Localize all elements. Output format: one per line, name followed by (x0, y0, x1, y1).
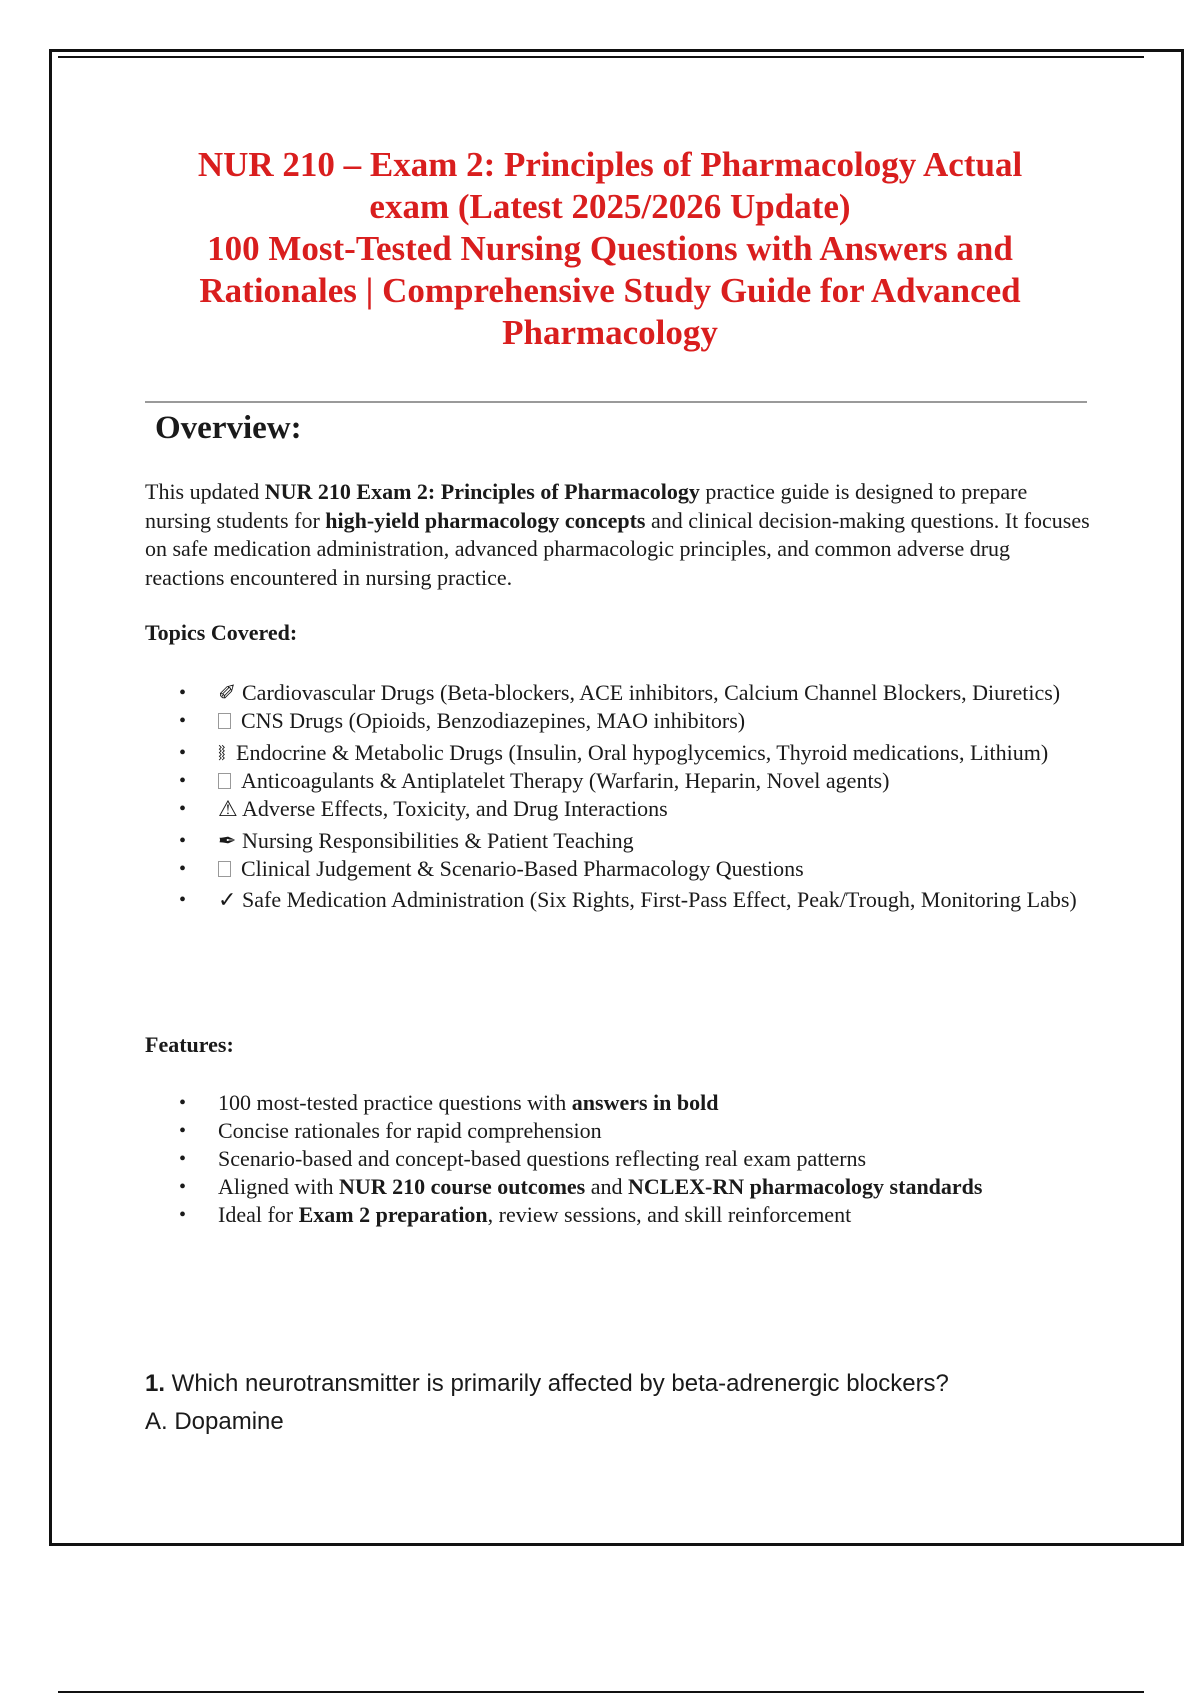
list-item (145, 767, 1085, 795)
bottom-rule (58, 1691, 1144, 1693)
section-divider (145, 401, 1087, 403)
list-item (145, 886, 1085, 914)
list-item (145, 1201, 1085, 1229)
document-title (140, 144, 1080, 354)
topic-text: CNS Drugs (Opioids, Benzodiazepines, MAO inhibitors) (241, 708, 746, 733)
topic-text: Nursing Responsibilities & Patient Teaching (242, 828, 634, 853)
overview-text: This updated (145, 479, 265, 504)
list-item (145, 795, 1085, 823)
top-rule (58, 56, 1144, 58)
list-item (145, 1117, 1085, 1145)
topic-text: Anticoagulants & Antiplatelet Therapy (Warfarin, Heparin, Novel agents) (241, 768, 890, 793)
feature-text: Ideal for (218, 1202, 299, 1227)
warning-icon: ⚠ (218, 796, 238, 821)
overview-bold-concepts: high-yield pharmacology concepts (325, 507, 646, 533)
list-item (145, 1173, 1085, 1201)
overview-text: practice guide is designed to prepare nursing students for (145, 479, 1028, 533)
overview-heading: Overview: (155, 410, 302, 446)
feature-text: Concise rationales for rapid comprehension (218, 1118, 602, 1143)
dna-icon: ⧚ (218, 740, 226, 765)
list-item (145, 679, 1085, 707)
features-list (145, 1089, 1085, 1229)
features-heading: Features: (145, 1032, 234, 1057)
title-line: Pharmacology (502, 313, 718, 352)
topics-list (145, 679, 1085, 914)
topic-text: Safe Medication Administration (Six Rights, First-Pass Effect, Peak/Trough, Monitoring Labs) (242, 887, 1077, 912)
feature-text: 100 most-tested practice questions with (218, 1090, 572, 1115)
feature-text: Aligned with (218, 1174, 339, 1199)
placeholder-box-icon (218, 773, 231, 789)
list-item (145, 827, 1085, 855)
list-item (145, 739, 1085, 767)
overview-text: and clinical decision-making questions. It focuses on safe medication administration, advanced pharmacologic principles, and common adverse drug reactions encountered in nursing practice. (145, 507, 1090, 590)
check-icon: ✓ (218, 887, 237, 912)
topic-text: Clinical Judgement & Scenario-Based Pharmacology Questions (241, 856, 804, 881)
feature-text: and (585, 1174, 628, 1199)
placeholder-box-icon (218, 713, 231, 729)
list-item (145, 1145, 1085, 1173)
list-item (145, 1089, 1085, 1117)
question-1 (145, 1365, 1085, 1441)
feature-text: Scenario-based and concept-based questions reflecting real exam patterns (218, 1146, 867, 1171)
overview-paragraph (145, 478, 1090, 592)
feature-bold: Exam 2 preparation (298, 1202, 488, 1227)
topic-text: Endocrine & Metabolic Drugs (Insulin, Oral hypoglycemics, Thyroid medications, Lithium) (236, 740, 1049, 765)
pill-icon: ✐ (218, 680, 237, 705)
title-line: NUR 210 – Exam 2: Principles of Pharmacology Actual (197, 145, 1023, 184)
topic-text: Adverse Effects, Toxicity, and Drug Interactions (242, 796, 668, 821)
list-item (145, 855, 1085, 883)
topic-text: Cardiovascular Drugs (Beta-blockers, ACE inhibitors, Calcium Channel Blockers, Diuretics) (242, 680, 1061, 705)
overview-bold-course: NUR 210 Exam 2: Principles of Pharmacology (264, 479, 700, 504)
syringe-icon: ✒ (218, 828, 237, 853)
title-line: Rationales | Comprehensive Study Guide for Advanced (199, 271, 1021, 310)
feature-bold: answers in bold (571, 1090, 719, 1115)
feature-bold: NCLEX-RN pharmacology standards (628, 1174, 983, 1199)
list-item (145, 707, 1085, 735)
question-number: 1. (145, 1370, 166, 1397)
question-stem (145, 1365, 1085, 1403)
title-line: exam (Latest 2025/2026 Update) (369, 187, 851, 226)
answer-option-a: A. Dopamine (145, 1408, 284, 1435)
feature-bold: NUR 210 course outcomes (339, 1174, 586, 1199)
question-text: Which neurotransmitter is primarily affected by beta-adrenergic blockers? (165, 1370, 949, 1397)
feature-text: , review sessions, and skill reinforcement (487, 1202, 852, 1227)
placeholder-box-icon (218, 861, 231, 877)
topics-heading: Topics Covered: (145, 620, 298, 645)
title-line: 100 Most-Tested Nursing Questions with Answers and (207, 229, 1013, 268)
